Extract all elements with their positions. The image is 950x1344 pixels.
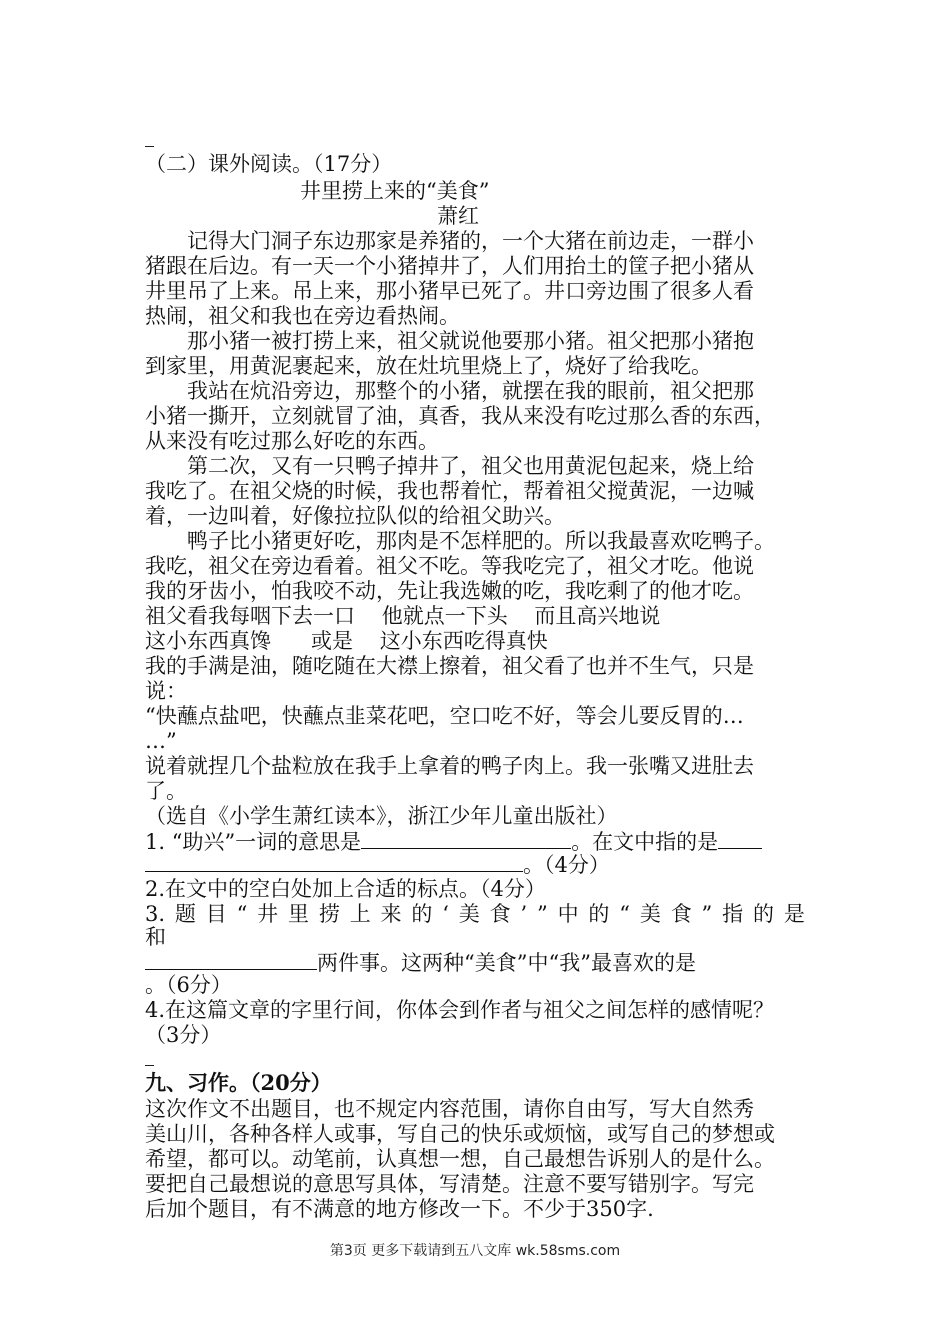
- passage-line: 我吃了。在祖父烧的时候，我也帮着忙，帮着祖父搅黄泥，一边喊: [145, 479, 754, 503]
- passage-line: 从来没有吃过那么好吃的东西。: [145, 429, 439, 453]
- passage-line: …”: [145, 729, 177, 753]
- writing-line: 希望，都可以。动笔前，认真想一想，自己最想告诉别人的是什么。: [145, 1147, 775, 1171]
- question-3-char: 美: [458, 902, 480, 926]
- question-3-char: 中: [557, 902, 579, 926]
- page-footer: 第3页 更多下载请到五八文库 wk.58sms.com: [329, 1243, 621, 1259]
- question-3-score: 。（6分）: [145, 973, 232, 997]
- question-3-and: 和: [145, 925, 166, 949]
- passage-line: 祖父看我每咽下去一口 他就点一下头 而且高兴地说: [145, 604, 661, 628]
- question-3-text: 两件事。这两种“美食”中“我”最喜欢的是: [317, 951, 696, 975]
- passage-line: 这小东西真馋 或是 这小东西吃得真快: [145, 629, 548, 653]
- passage-line: 说：: [145, 679, 187, 703]
- passage-line: 第二次，又有一只鸭子掉井了，祖父也用黄泥包起来，烧上给: [187, 454, 754, 478]
- section-heading: （二）课外阅读。（17分）: [145, 152, 393, 176]
- question-3-line-1: [145, 901, 805, 927]
- question-1-text-2: 。在文中指的是: [571, 830, 719, 854]
- source-citation: （选自《小学生萧红读本》，浙江少年儿童出版社）: [145, 804, 618, 828]
- question-3-char: “: [236, 902, 248, 926]
- question-1-line-2: [145, 851, 610, 878]
- writing-line: 要把自己最想说的意思写具体，写清楚。注意不要写错别字。写完: [145, 1172, 754, 1196]
- section-marker: [145, 146, 154, 147]
- writing-line: 这次作文不出题目，也不规定内容范围，请你自由写，写大自然秀: [145, 1097, 754, 1121]
- question-3-char: 的: [411, 902, 433, 926]
- question-3-char: 美: [639, 902, 661, 926]
- writing-line: 美山川，各种各样人或事，写自己的快乐或烦恼，或写自己的梦想或: [145, 1122, 775, 1146]
- question-3-char: 题: [174, 902, 196, 926]
- question-3-char: 捞: [318, 902, 340, 926]
- question-3-char: 食: [489, 902, 511, 926]
- passage-line: 猪跟在后边。有一天一个小猪掉井了，人们用抬土的筐子把小猪从: [145, 254, 754, 278]
- question-3-char: 是: [783, 902, 805, 926]
- question-1-text: 1. “助兴”一词的意思是: [145, 830, 362, 854]
- question-3-char: 的: [588, 902, 610, 926]
- passage-line: 井里吊了上来。吊上来，那小猪早已死了。井口旁边围了很多人看: [145, 279, 754, 303]
- question-3-char: 的: [752, 902, 774, 926]
- question-4: 4.在这篇文章的字里行间，你体会到作者与祖父之间怎样的感情呢？: [145, 998, 775, 1022]
- passage-title: 井里捞上来的“美食”: [300, 179, 490, 203]
- passage-line: 我的手满是油，随吃随在大襟上擦着，祖父看了也并不生气，只是: [145, 654, 754, 678]
- passage-line: 那小猪一被打捞上来，祖父就说他要那小猪。祖父把那小猪抱: [187, 329, 754, 353]
- question-3-char: 3.: [145, 902, 166, 926]
- passage-line: 热闹，祖父和我也在旁边看热闹。: [145, 304, 460, 328]
- question-3-char: ‘: [442, 902, 449, 926]
- question-2: 2.在文中的空白处加上合适的标点。（4分）: [145, 877, 546, 901]
- question-3-char: 来: [380, 902, 402, 926]
- passage-line: “快蘸点盐吧，快蘸点韭菜花吧，空口吃不好，等会儿要反胃的…: [145, 704, 744, 728]
- answer-blank[interactable]: [145, 949, 317, 970]
- question-3-char: ’: [520, 902, 528, 926]
- question-3-char: “: [619, 902, 631, 926]
- writing-heading: 九、习作。（20分）: [145, 1070, 332, 1095]
- passage-line: 了。: [145, 779, 187, 803]
- answer-blank[interactable]: [145, 851, 523, 872]
- question-3-char: 指: [722, 902, 744, 926]
- answer-blank[interactable]: [361, 828, 571, 849]
- passage-line: 我吃，祖父在旁边看着。祖父不吃。等我吃完了，祖父才吃。他说: [145, 554, 754, 578]
- question-3-char: 里: [288, 902, 310, 926]
- passage-line: 到家里，用黄泥裹起来，放在灶坑里烧上了，烧好了给我吃。: [145, 354, 712, 378]
- question-3-char: 目: [205, 902, 227, 926]
- question-3-char: ”: [701, 902, 713, 926]
- answer-blank[interactable]: [718, 828, 762, 849]
- question-3-char: 上: [349, 902, 371, 926]
- question-1-score: 。（4分）: [523, 853, 610, 877]
- passage-line: 鸭子比小猪更好吃，那肉是不怎样肥的。所以我最喜欢吃鸭子。: [187, 529, 775, 553]
- passage-line: 着，一边叫着，好像拉拉队似的给祖父助兴。: [145, 504, 565, 528]
- passage-line: 记得大门洞子东边那家是养猪的，一个大猪在前边走，一群小: [187, 229, 754, 253]
- question-3-char: 井: [257, 902, 279, 926]
- question-3-char: ”: [536, 902, 548, 926]
- passage-author: 萧红: [437, 204, 479, 228]
- passage-line: 说着就捏几个盐粒放在我手上拿着的鸭子肉上。我一张嘴又进肚去: [145, 754, 754, 778]
- passage-line: 我站在炕沿旁边，那整个的小猪，就摆在我的眼前，祖父把那: [187, 379, 754, 403]
- question-4-score: （3分）: [145, 1023, 222, 1047]
- writing-line: 后加个题目，有不满意的地方修改一下。不少于350字.: [145, 1197, 654, 1221]
- section-marker: [145, 1065, 154, 1066]
- passage-line: 小猪一撕开，立刻就冒了油，真香，我从来没有吃过那么香的东西，: [145, 404, 775, 428]
- passage-line: 我的牙齿小，怕我咬不动，先让我选嫩的吃，我吃剩了的他才吃。: [145, 579, 754, 603]
- question-3-char: 食: [670, 902, 692, 926]
